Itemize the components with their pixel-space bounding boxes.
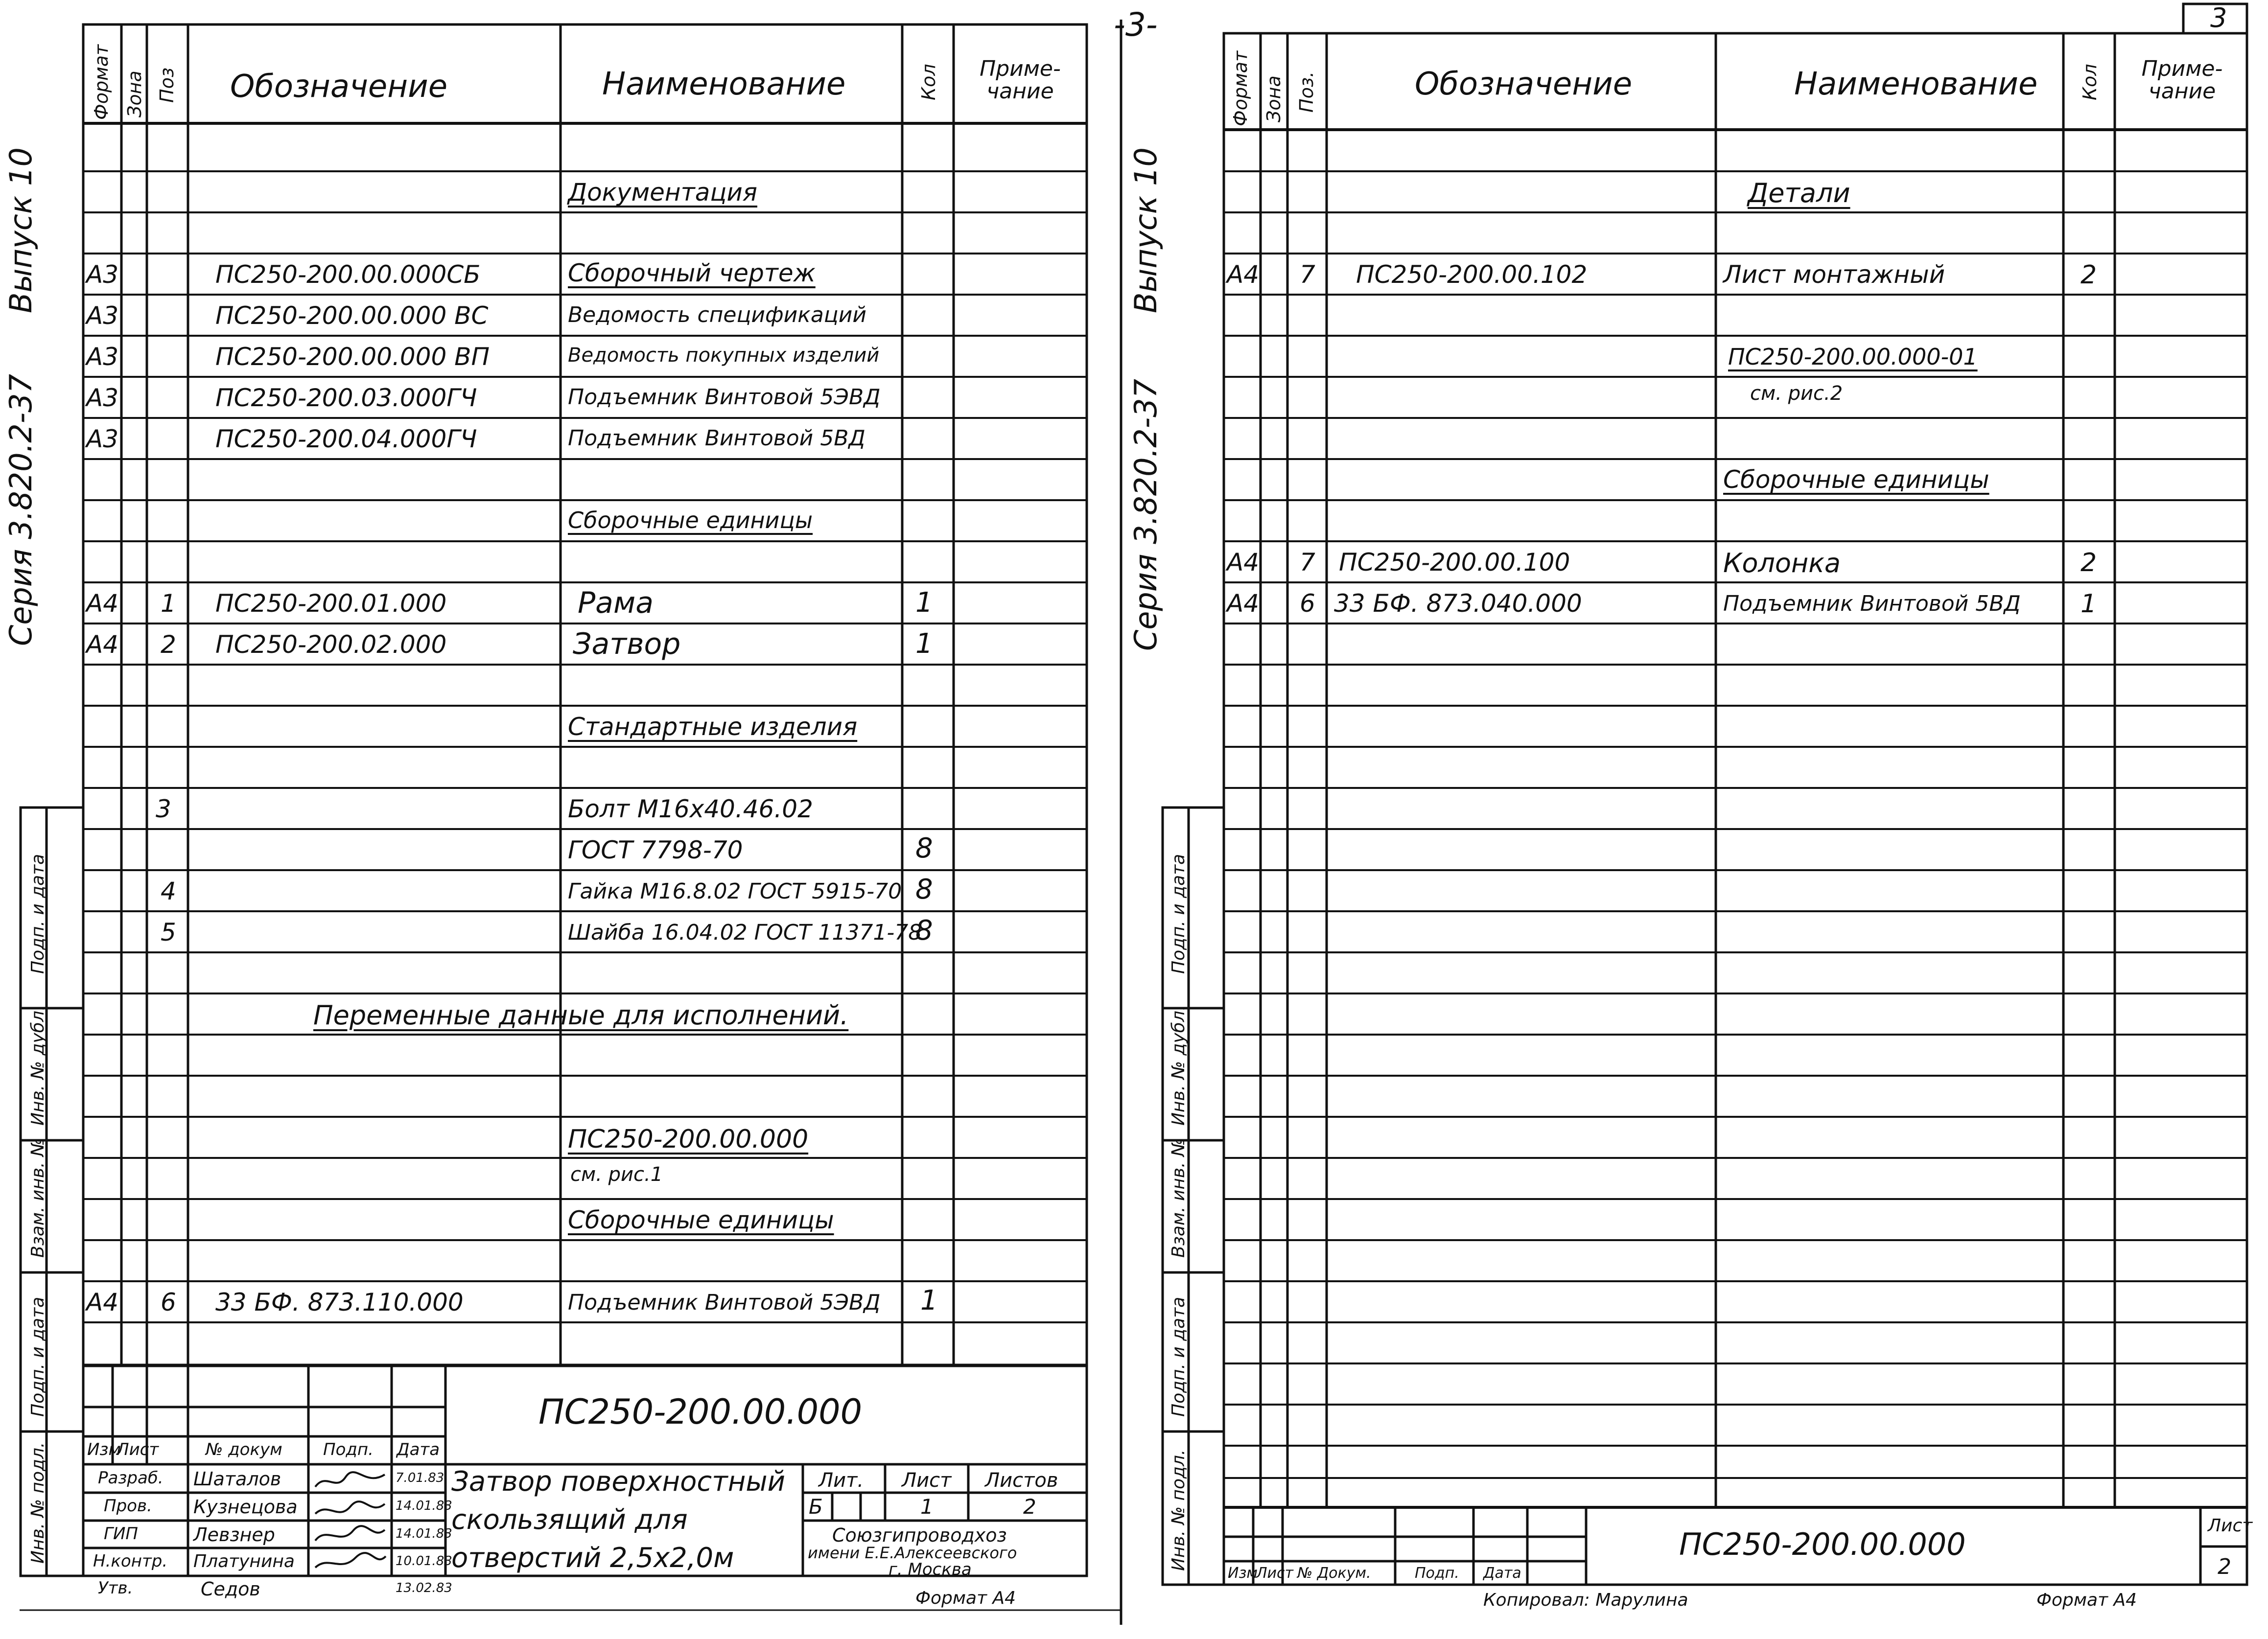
stamp-sign-date-1-right: Подп. и дата <box>1169 854 1189 974</box>
left-row-11-name: Болт М16х40.46.02 <box>568 795 813 823</box>
left-row-9-qty: 1 <box>915 628 933 660</box>
left-row-3-name: Ведомость спецификаций <box>568 302 866 327</box>
header-qty-right: Кол <box>2079 64 2101 100</box>
left-row-8-name: Рама <box>578 586 654 620</box>
right-row-7-qty: 1 <box>2081 589 2097 619</box>
right-sheet <box>1128 0 2268 1639</box>
left-row-7-name: Сборочные единицы <box>568 507 813 533</box>
left-row-12-name: ГОСТ 7798-70 <box>568 836 743 864</box>
stamp-sign-date-1: Подп. и дата <box>28 854 48 974</box>
header-name: Наименование <box>602 66 846 102</box>
left-row-2-designation: ПС250-200.00.000СБ <box>215 260 481 289</box>
left-row-19-designation: 33 БФ. 873.110.000 <box>215 1288 464 1316</box>
left-row-9-name: Затвор <box>573 627 681 661</box>
staff-date-5: 13.02.83 <box>396 1581 452 1595</box>
header-note-line-1: Приме- <box>980 56 1061 81</box>
left-row-11-pos: 3 <box>156 795 171 823</box>
staff-name-5: Седов <box>201 1578 260 1600</box>
left-row-4-format: А3 <box>86 343 119 371</box>
header-note-right-line-2: чание <box>2148 79 2216 104</box>
left-row-14-name: Шайба 16.04.02 ГОСТ 11371-78 <box>568 920 922 945</box>
signatures <box>311 1467 390 1575</box>
right-row-2-name: Лист монтажный <box>1723 260 1945 289</box>
right-row-7-name: Подъемник Винтовой 5ВД <box>1723 591 2021 616</box>
header-pos-right: Поз. <box>1296 71 1317 113</box>
header-note-right <box>2122 58 2242 103</box>
left-row-3-designation: ПС250-200.00.000 ВС <box>215 301 489 330</box>
stamp-inv-orig: Инв. № подл. <box>28 1442 48 1564</box>
org-line-3: г. Москва <box>888 1560 972 1579</box>
org-line-1: Союзгипроводхоз <box>832 1524 1007 1546</box>
right-row-2-qty: 2 <box>2081 260 2097 290</box>
right-rev-header-sign: Подп. <box>1415 1565 1459 1582</box>
issue-label-right: Выпуск 10 <box>1128 147 1164 313</box>
left-row-2-name: Сборочный чертеж <box>568 259 816 287</box>
right-sheet-label: Лист <box>2208 1516 2253 1536</box>
rev-header-date: Дата <box>397 1440 440 1459</box>
lit-value: Б <box>809 1495 823 1519</box>
left-row-1-name: Документация <box>568 178 757 207</box>
right-rev-header-doc: № Докум. <box>1297 1565 1371 1582</box>
header-note-line-2: чание <box>986 79 1054 104</box>
left-row-9-designation: ПС250-200.02.000 <box>215 630 447 659</box>
left-row-2-format: А3 <box>86 260 119 289</box>
sheet-number: 3 <box>2210 2 2227 33</box>
staff-date-2: 14.01.83 <box>396 1499 452 1513</box>
staff-date-1: 7.01.83 <box>396 1471 444 1485</box>
staff-name-4: Платунина <box>193 1551 295 1571</box>
stamp-inv-orig-right: Инв. № подл. <box>1169 1449 1189 1571</box>
right-row-5-name: Сборочные единицы <box>1723 465 1989 494</box>
stamp-inv-dup: Инв. № дубл. <box>28 1005 48 1126</box>
right-row-6-designation: ПС250-200.00.100 <box>1339 548 1570 577</box>
left-title-line-3: отверстий 2,5х2,0м <box>451 1542 734 1574</box>
left-row-4-name: Ведомость покупных изделий <box>568 344 880 367</box>
staff-role-5: Утв. <box>98 1578 133 1598</box>
series-label-right: Серия 3.820.2-37 <box>1128 378 1164 651</box>
left-title-line-1: Затвор поверхностный <box>451 1466 785 1498</box>
stamp-replace-inv: Взам. инв. № <box>28 1138 48 1258</box>
staff-role-1: Разраб. <box>98 1468 164 1488</box>
stamp-sign-date-2-right: Подп. и дата <box>1169 1296 1189 1417</box>
left-row-10-name: Стандартные изделия <box>568 713 858 741</box>
stamp-sign-date-2: Подп. и дата <box>28 1296 48 1417</box>
left-row-17-name: см. рис.1 <box>570 1163 663 1186</box>
left-row-5-designation: ПС250-200.03.000ГЧ <box>215 384 477 412</box>
staff-date-4: 10.01.83 <box>396 1554 452 1569</box>
header-note <box>963 58 1077 103</box>
right-row-2-pos: 7 <box>1300 260 1315 289</box>
header-zone-right: Зона <box>1263 75 1285 122</box>
right-format-label: Формат А4 <box>2036 1590 2137 1610</box>
left-row-6-designation: ПС250-200.04.000ГЧ <box>215 425 477 453</box>
right-row-1-name: Детали <box>1748 178 1850 208</box>
left-row-9-pos: 2 <box>161 630 176 659</box>
left-row-8-qty: 1 <box>915 587 933 619</box>
page-number: -3- <box>1114 6 1158 44</box>
left-format-label: Формат А4 <box>915 1588 1016 1608</box>
left-row-6-format: А3 <box>86 425 119 453</box>
right-row-6-format: А4 <box>1227 548 1260 577</box>
right-row-6-name: Колонка <box>1723 548 1841 578</box>
sheet-label: Лист <box>902 1469 952 1492</box>
left-row-13-qty: 8 <box>915 874 933 905</box>
left-title-code: ПС250-200.00.000 <box>538 1392 863 1432</box>
org-line-2: имени Е.Е.Алексеевского <box>808 1544 1017 1562</box>
header-designation-right: Обозначение <box>1415 66 1633 102</box>
sheets-value: 2 <box>1023 1495 1036 1519</box>
left-row-12-qty: 8 <box>915 832 933 864</box>
staff-role-2: Пров. <box>104 1496 152 1516</box>
right-title-code: ПС250-200.00.000 <box>1679 1526 1966 1562</box>
header-zone: Зона <box>124 70 145 117</box>
left-row-15-name: Переменные данные для исполнений. <box>313 1000 849 1031</box>
staff-name-1: Шаталов <box>193 1468 281 1490</box>
left-row-3-format: А3 <box>86 301 119 330</box>
header-name-right: Наименование <box>1794 66 2038 102</box>
left-row-5-name: Подъемник Винтовой 5ЭВД <box>568 385 881 410</box>
issue-label: Выпуск 10 <box>3 147 39 313</box>
staff-role-3: ГИП <box>104 1524 138 1544</box>
staff-name-2: Кузнецова <box>193 1496 298 1518</box>
header-qty: Кол <box>918 64 939 100</box>
left-row-19-pos: 6 <box>161 1288 176 1316</box>
rev-header-doc: № докум <box>206 1440 282 1459</box>
left-row-4-designation: ПС250-200.00.000 ВП <box>215 343 490 371</box>
lit-label: Лит. <box>818 1469 864 1492</box>
left-row-5-format: А3 <box>86 384 119 412</box>
right-row-6-qty: 2 <box>2081 548 2097 577</box>
left-row-13-pos: 4 <box>161 877 176 905</box>
right-row-4-name: см. рис.2 <box>1750 382 1843 405</box>
left-row-19-qty: 1 <box>920 1285 938 1316</box>
rev-header-change: Изм <box>87 1440 121 1459</box>
sheet-value: 1 <box>920 1495 934 1519</box>
staff-date-3: 14.01.83 <box>396 1526 452 1541</box>
staff-role-4: Н.контр. <box>93 1551 168 1571</box>
header-note-right-line-1: Приме- <box>2141 56 2223 81</box>
header-designation: Обозначение <box>230 69 448 105</box>
left-row-14-pos: 5 <box>161 918 176 946</box>
staff-name-3: Левзнер <box>193 1524 275 1546</box>
right-sheet-grid <box>1128 0 2268 1639</box>
rev-header-sign: Подп. <box>323 1440 374 1459</box>
copied-by: Копировал: Марулина <box>1483 1590 1688 1610</box>
left-row-8-format: А4 <box>86 589 119 618</box>
header-format: Формат <box>91 44 112 120</box>
right-row-7-pos: 6 <box>1300 589 1315 618</box>
left-row-16-name: ПС250-200.00.000 <box>568 1125 809 1154</box>
right-row-7-format: А4 <box>1227 589 1260 618</box>
stamp-replace-inv-right: Взам. инв. № <box>1169 1138 1189 1258</box>
header-pos: Поз <box>156 67 178 103</box>
right-rev-header-sheet: Лист <box>1256 1565 1294 1582</box>
right-rev-header-change: Изм <box>1228 1565 1258 1582</box>
stamp-inv-dup-right: Инв. № дубл. <box>1169 1005 1189 1126</box>
left-row-14-qty: 8 <box>915 915 933 946</box>
sheets-label: Листов <box>985 1469 1058 1492</box>
left-row-19-format: А4 <box>86 1288 119 1316</box>
right-sheet-value: 2 <box>2218 1554 2231 1579</box>
right-rev-header-date: Дата <box>1483 1565 1521 1582</box>
rev-header-sheet: Лист <box>117 1440 159 1459</box>
left-row-13-name: Гайка М16.8.02 ГОСТ 5915-70 <box>568 879 902 904</box>
right-row-2-designation: ПС250-200.00.102 <box>1356 260 1588 289</box>
right-row-3-name: ПС250-200.00.000-01 <box>1728 344 1978 370</box>
right-row-6-pos: 7 <box>1300 548 1315 577</box>
right-row-7-designation: 33 БФ. 873.040.000 <box>1334 589 1582 618</box>
right-row-2-format: А4 <box>1227 260 1260 289</box>
left-row-18-name: Сборочные единицы <box>568 1206 834 1234</box>
left-row-9-format: А4 <box>86 630 119 659</box>
left-row-6-name: Подъемник Винтовой 5ВД <box>568 426 865 451</box>
left-title-line-2: скользящий для <box>451 1504 688 1536</box>
left-row-8-pos: 1 <box>161 589 176 618</box>
series-label: Серия 3.820.2-37 <box>3 373 39 646</box>
header-format-right: Формат <box>1230 50 1251 126</box>
left-row-8-designation: ПС250-200.01.000 <box>215 589 447 618</box>
left-row-19-name: Подъемник Винтовой 5ЭВД <box>568 1290 881 1315</box>
